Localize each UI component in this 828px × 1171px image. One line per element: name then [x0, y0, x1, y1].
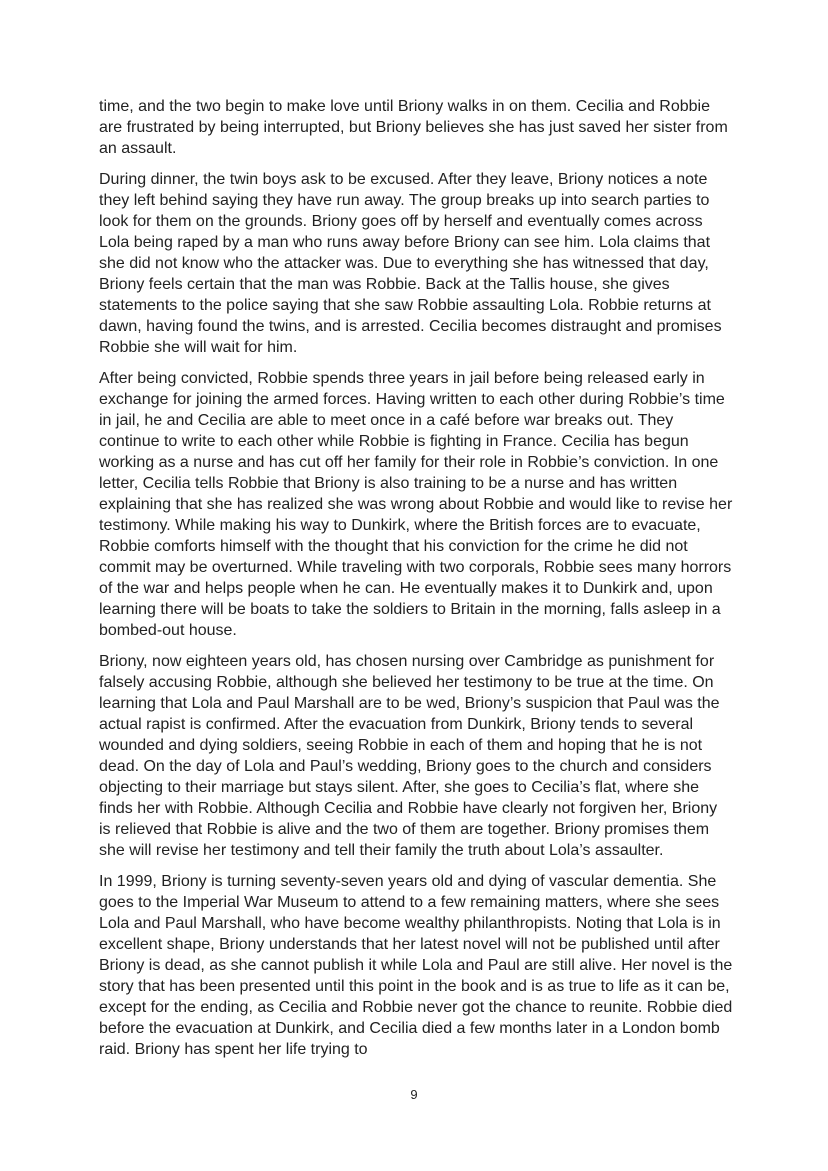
paragraph-5: In 1999, Briony is turning seventy-seven years old and dying of vascular dementia. She goes to the Imperial War Museum to attend to a few remaining matters, where she sees Lola and Paul Marshall, who have become wealthy philanthropists. Noting that Lola is in excellent shape, Briony understands that her latest novel will not be published until after Briony is dead, as she cannot publish it while Lola and Paul are still alive. Her novel is the story that has been presented until this point in the book and is as true to life as it can be, except for the ending, as Cecilia and Robbie never got the chance to reunite. Robbie died before the evacuation at Dunkirk, and Cecilia died a few months later in a London bomb raid. Briony has spent her life trying to — [99, 873, 733, 1058]
paragraph-1: time, and the two begin to make love until Briony walks in on them. Cecilia and Robbie are frustrated by being interrupted, but Briony believes she has just saved her sister from an assault. — [99, 98, 728, 157]
body-text — [99, 96, 733, 1070]
page-number: 9 — [410, 1087, 418, 1102]
paragraph-3: After being convicted, Robbie spends three years in jail before being released early in exchange for joining the armed forces. Having written to each other during Robbie’s time in jail, he and Cecilia are able to meet once in a café before war breaks out. They continue to write to each other while Robbie is fighting in France. Cecilia has begun working as a nurse and has cut off her family for their role in Robbie’s conviction. In one letter, Cecilia tells Robbie that Briony is also training to be a nurse and has written explaining that she has realized she was wrong about Robbie and would like to revise her testimony. While making his way to Dunkirk, where the British forces are to evacuate, Robbie comforts himself with the thought that his conviction for the crime he did not commit may be overturned. While traveling with two corporals, Robbie sees many horrors of the war and helps people when he can. He eventually makes it to Dunkirk and, upon learning there will be boats to take the soldiers to Britain in the morning, falls asleep in a bombed-out house. — [99, 370, 733, 639]
paragraph-2: During dinner, the twin boys ask to be excused. After they leave, Briony notices a note they left behind saying they have run away. The group breaks up into search parties to look for them on the grounds. Briony goes off by herself and eventually comes across Lola being raped by a man who runs away before Briony can see him. Lola claims that she did not know who the attacker was. Due to everything she has witnessed that day, Briony feels certain that the man was Robbie. Back at the Tallis house, she gives statements to the police saying that she saw Robbie assaulting Lola. Robbie returns at dawn, having found the twins, and is arrested. Cecilia becomes distraught and promises Robbie she will wait for him. — [99, 171, 722, 356]
paragraph-4: Briony, now eighteen years old, has chosen nursing over Cambridge as punishment for falsely accusing Robbie, although she believed her testimony to be true at the time. On learning that Lola and Paul Marshall are to be wed, Briony’s suspicion that Paul was the actual rapist is confirmed. After the evacuation from Dunkirk, Briony tends to several wounded and dying soldiers, seeing Robbie in each of them and hoping that he is not dead. On the day of Lola and Paul’s wedding, Briony goes to the church and considers objecting to their marriage but stays silent. After, she goes to Cecilia’s flat, where she finds her with Robbie. Although Cecilia and Robbie have clearly not forgiven her, Briony is relieved that Robbie is alive and the two of them are together. Briony promises them she will revise her testimony and tell their family the truth about Lola’s assaulter. — [99, 653, 720, 859]
